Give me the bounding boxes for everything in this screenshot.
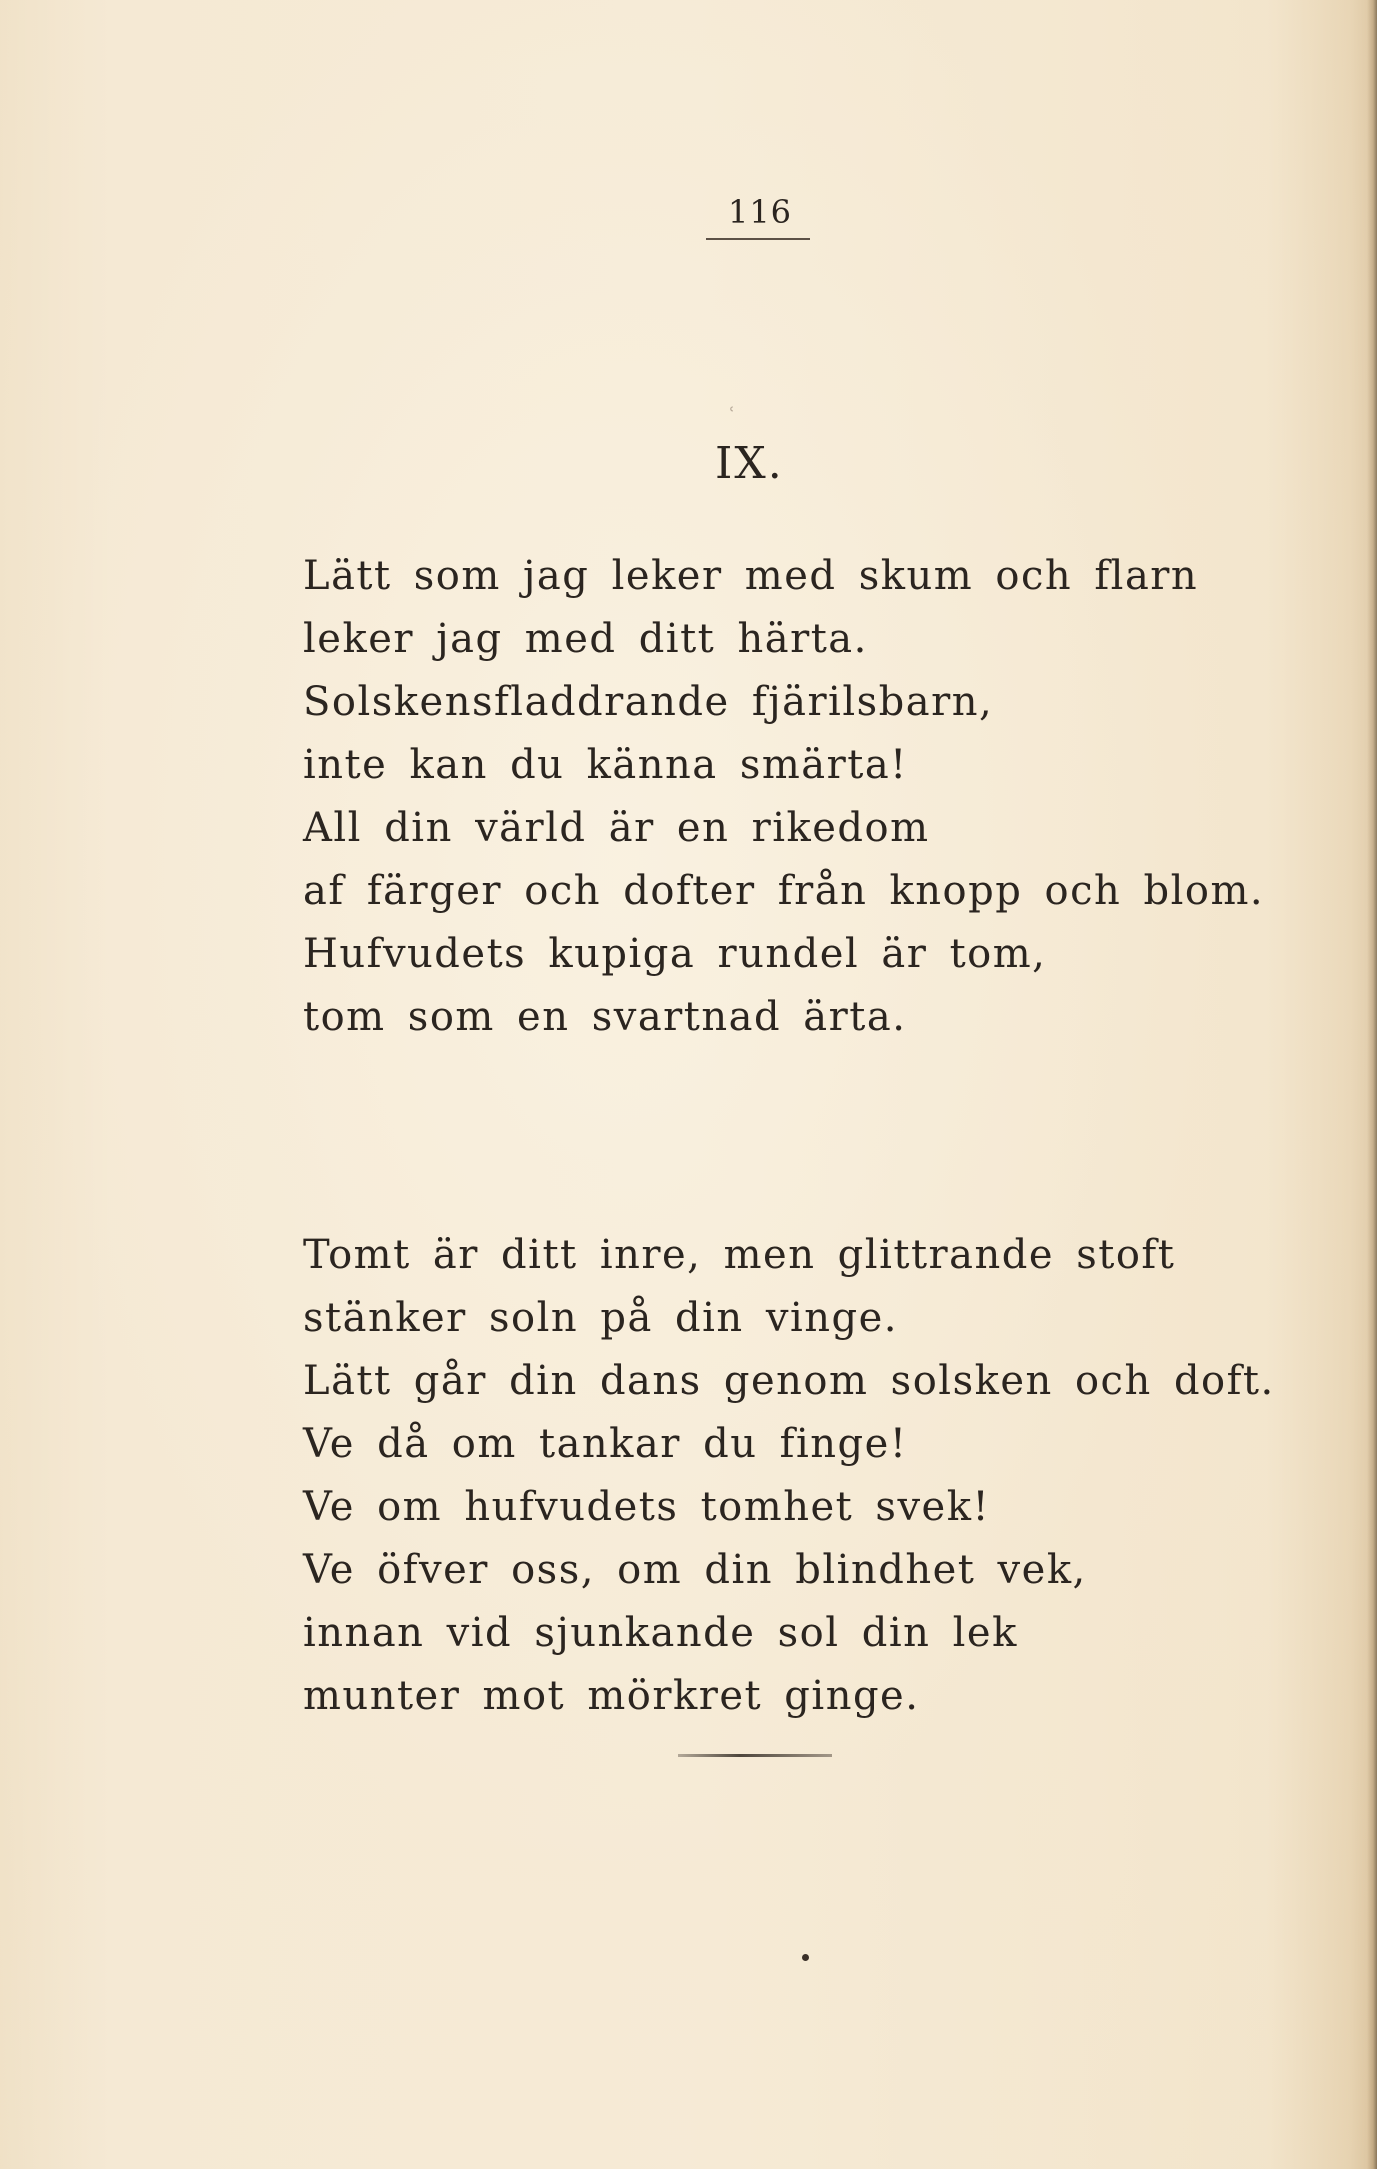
- poem-line: inte kan du känna smärta!: [303, 742, 908, 788]
- stray-ink-mark: ʿ: [729, 402, 736, 426]
- page-number-rule: [706, 238, 810, 240]
- poem-line: stänker soln på din vinge.: [303, 1295, 899, 1341]
- poem-line: Ve då om tankar du finge!: [303, 1421, 908, 1467]
- stanza-2: [303, 1224, 1275, 1728]
- poem-line: tom som en svartnad ärta.: [303, 994, 907, 1040]
- poem-line: All din värld är en rikedom: [303, 805, 930, 851]
- poem-line: munter mot mörkret ginge.: [303, 1673, 920, 1719]
- poem-line: Solskensfladdrande fjärilsbarn,: [303, 679, 994, 725]
- poem-line: Hufvudets kupiga rundel är tom,: [303, 931, 1047, 977]
- poem-line: af färger och dofter från knopp och blom.: [303, 868, 1265, 914]
- poem-line: Lätt som jag leker med skum och flarn: [303, 553, 1199, 599]
- section-heading: IX.: [715, 438, 784, 489]
- page-edge-shadow: [1367, 0, 1377, 2169]
- poem-line: leker jag med ditt härta.: [303, 616, 868, 662]
- end-of-poem-rule: [678, 1754, 832, 1757]
- page-number: 116: [727, 193, 793, 231]
- poem-line: Ve öfver oss, om din blindhet vek,: [303, 1547, 1087, 1593]
- poem-line: innan vid sjunkande sol din lek: [303, 1610, 1018, 1656]
- poem-line: Tomt är ditt inre, men glittrande stoft: [303, 1232, 1176, 1278]
- poem-line: Lätt går din dans genom solsken och doft.: [303, 1358, 1275, 1404]
- poem-line: Ve om hufvudets tomhet svek!: [303, 1484, 991, 1530]
- stanza-1: [303, 545, 1264, 1049]
- ink-speck: [802, 1954, 809, 1961]
